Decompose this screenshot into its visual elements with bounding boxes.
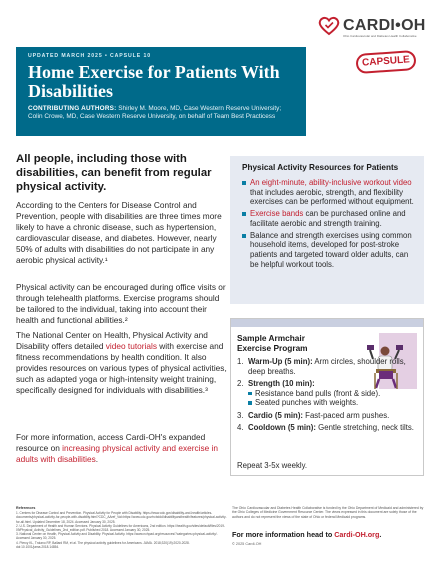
reference-item: 3. National Center on Health, Physical Activity and Disability. Physical Activity. https://www.nchpad.org/resources/?categories=physical-activity/. Accessed January 30, 2025. (16, 532, 218, 541)
list-item (237, 411, 421, 421)
list-item (248, 389, 421, 399)
program-header-bar (231, 319, 423, 327)
bullet-square-icon (242, 212, 246, 216)
paragraph-office-visits: Physical activity can be encouraged during office visits or through telehealth platforms. Exercise programs should be tailored to the individual, taking into account their health and functional abilities.² (16, 282, 226, 325)
references-title: References (16, 506, 36, 510)
step-name: Strength (10 min): (248, 379, 315, 388)
authors-text: Shirley M. Moore, MD, Case Western Reserve University; Colin Crowe, MD, Case Western Reserve University, on behalf of Team Best Practicess (28, 105, 282, 120)
list-item (242, 209, 414, 228)
p3-text-start: The National Center on Health, Physical Activity and Disability offers detailed (16, 330, 208, 351)
reference-item: 1. Centers for Disease Control and Prevention. Physical Activity for People with Disability. https://www.cdc.gov/disability-and-health/articles-documents/physical-activity-for-people-with-disability.html?CDC_AAref_Val=https://www.cdc.gov/ncbddd/disabilityandhealth/features/physical-activity-for-all.html. Updated December 18, 2024. Accessed January 30, 2025. (16, 511, 227, 524)
contributing-authors (28, 105, 294, 121)
bullet-square-icon (242, 234, 246, 238)
resource-text: that includes aerobic, strength, and flexibility exercises can be performed without equipment. (250, 187, 414, 207)
reference-item: 4. Piercy KL, Troiano RP, Ballard RM, et al. The physical activity guidelines for Americans. JAMA. 2018;320(19):2020-2028. doi:10.1001/jama.2018.14854. (16, 540, 190, 549)
reference-item: 2. U.S. Department of Health and Human Services. Physical Activity Guidelines for Americans, 2nd edition. https://health.gov/sites/default/files/2019-09/Physical_Activity_Guidelines_2nd_edition.pdf. Published 2018. Accessed January 30, 2025. (16, 523, 226, 533)
p3-text-end: with exercise and fitness recommendations by health condition. It also provides resources on various types of physical activities, such as adapted yoga or high-intensity weight training, specifically designed for individuals with disabilities.³ (16, 341, 227, 395)
resources-list (242, 178, 414, 269)
repeat-note: Repeat 3-5x weekly. (237, 461, 308, 470)
step-number: 1. (237, 357, 244, 366)
logo-wordmark: CARDI•OH (343, 17, 426, 34)
exercise-bands-link[interactable]: Exercise bands (250, 209, 304, 219)
step-number: 2. (237, 379, 244, 388)
more-info-line (232, 530, 381, 539)
step-text: Arm circles, shoulder rolls, deep breaths. (248, 357, 406, 376)
more-info-text: For more information head to (232, 530, 335, 539)
paragraph-cdc: According to the Centers for Disease Control and Prevention, people with disabilities are three times more likely to have a chronic disease, such as hypertension, cardiovascular disease, and diabetes. However, nearly 50% of adults with disabilities do not participate in any aerobic physical activity.¹ (16, 200, 222, 265)
armchair-program-box (230, 318, 424, 476)
bullet-square-icon (248, 392, 252, 396)
list-item (242, 231, 414, 270)
p4-text-end: . (95, 454, 99, 464)
lead-statement: All people, including those with disabilities, can benefit from regular physical activity. (16, 153, 212, 193)
cardi-oh-site-link[interactable]: Cardi-OH.org (334, 530, 380, 539)
step-name: Warm-Up (5 min): (248, 357, 313, 366)
resource-text: can be purchased online and facilitate aerobic and strength training. (250, 209, 406, 228)
list-item (237, 423, 421, 433)
video-tutorials-link[interactable]: video tutorials (105, 341, 157, 351)
cardi-oh-logo (318, 16, 426, 36)
capsule-date-line: UPDATED MARCH 2025 • CAPSULE 10 (28, 53, 152, 59)
step-text: Fast-paced arm pushes. (303, 410, 390, 420)
step-text: Gentle stretching, neck tilts. (316, 423, 414, 432)
copyright: © 2025 Cardi-OH (232, 542, 262, 546)
list-item (248, 398, 421, 408)
funding-disclaimer: The Ohio Cardiovascular and Diabetes Health Collaborative is funded by the Ohio Department of Medicaid and administered by the Ohio Colleges of Medicine Government Resource Center. The views expressed in this document are solely those of the authors and do not represent the views of the state of Ohio or federal Medicaid programs. (232, 506, 424, 519)
step-name: Cooldown (5 min): (248, 423, 316, 432)
step-number: 3. (237, 410, 244, 420)
expanded-resource-link[interactable]: increasing physical activity and exercise in adults with disabilities (16, 443, 218, 464)
heart-logo-icon (318, 16, 340, 36)
step-name: Cardio (5 min): (248, 410, 304, 420)
references (16, 506, 228, 549)
list-item (237, 357, 421, 376)
page-title: Home Exercise for Patients With Disabilities (28, 62, 280, 101)
list-item (237, 379, 421, 408)
sub-step-text: Resistance band pulls (front & side). (255, 388, 381, 398)
more-info-end: . (379, 530, 382, 539)
bullet-square-icon (248, 401, 252, 405)
logo-subtitle: Ohio Cardiovascular and Diabetes Health Collaborative (343, 34, 417, 38)
resource-text: Balance and strength exercises using common household items, developed for post-stroke patients and targeted toward older adults, can be helpful workout tools. (250, 230, 412, 269)
list-item (242, 178, 414, 207)
p4-text-start: For more information, access Cardi-OH's expanded resource on (16, 432, 206, 453)
strength-sublist (248, 389, 421, 408)
workout-video-link[interactable]: An eight-minute, ability-inclusive workout video (250, 178, 412, 187)
sub-step-text: Seated punches with weights. (255, 398, 359, 407)
resources-box (230, 156, 424, 304)
step-number: 4. (237, 423, 244, 432)
capsule-badge: CAPSULE (355, 50, 416, 74)
bullet-square-icon (242, 181, 246, 185)
paragraph-more-info (16, 432, 228, 465)
resources-title: Physical Activity Resources for Patients (242, 163, 399, 172)
program-steps (237, 357, 421, 436)
paragraph-nchpad (16, 330, 228, 396)
program-title: Sample Armchair Exercise Program (237, 333, 308, 353)
authors-label: CONTRIBUTING AUTHORS: (28, 105, 117, 112)
title-banner (16, 47, 306, 136)
